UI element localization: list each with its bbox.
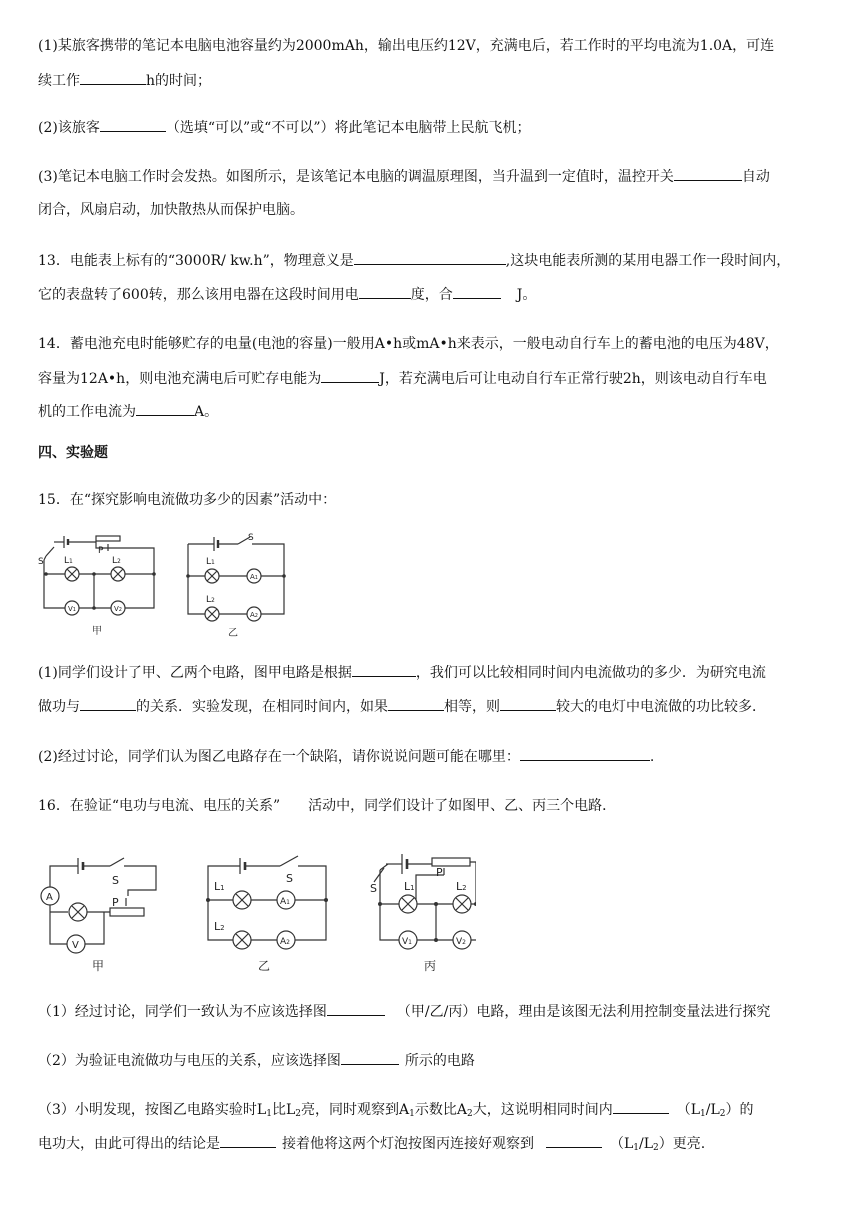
answer-blank[interactable] (136, 401, 194, 416)
q16-text-2b: 所示的电路 (404, 1053, 475, 1069)
q16-text-4e: ）更亮. (658, 1136, 706, 1152)
q13-line-1 (38, 250, 790, 271)
q13-text-1b: ,这块电能表所测的某用电器工作一段时间内， (505, 253, 791, 269)
subscript: 2 (295, 1109, 301, 1119)
q16-para-2 (38, 1050, 475, 1071)
q14-text-3a: 机的工作电流为 (38, 404, 136, 420)
q16-label-a1-yi: A1 (280, 897, 290, 907)
q12-text-4b: 自动 (741, 169, 770, 185)
q16-label-l2-yi: L2 (214, 920, 225, 933)
q16-label-p-jia: P (112, 896, 119, 909)
q15-para-2 (38, 696, 766, 717)
q16-para-1 (38, 1001, 770, 1022)
q16-label-p-bing: P (436, 866, 443, 879)
q16-label-l1-yi: L1 (214, 880, 225, 893)
q13-line-2 (38, 284, 536, 305)
q16-text-3a: （3）小明发现，按图乙电路实验时L (38, 1102, 267, 1118)
rheostat (96, 536, 120, 541)
q16-text-4a: 电功大，由此可得出的结论是 (38, 1136, 220, 1152)
subscript: 1 (409, 1109, 415, 1119)
q15-text-3a: (2)经过讨论，同学们认为图乙电路存在一个缺陷，请你说说问题可能在哪里： (38, 749, 520, 765)
wire (120, 548, 154, 574)
q16-text-3g: /L (705, 1102, 720, 1118)
q15-text-3b: . (649, 749, 655, 765)
q15-text-2d: 较大的电灯中电流做的功比较多． (556, 699, 766, 715)
q16-text-4d: /L (639, 1136, 654, 1152)
switch-s-jia (110, 858, 124, 866)
wire (124, 866, 156, 896)
switch-s-jia (46, 547, 54, 556)
q15-label-s-yi: S (248, 533, 254, 543)
wire (50, 866, 78, 888)
subscript: 1 (700, 1109, 706, 1119)
q15-label-p: P (98, 546, 104, 556)
wire (85, 912, 104, 944)
q16-caption-bing: 丙 (424, 959, 437, 973)
q15-text-2b: 的关系．实验发现，在相同时间内，如果 (136, 699, 388, 715)
wire (208, 866, 326, 940)
q15-para-3 (38, 746, 654, 767)
q15-label-a1: A1 (250, 573, 258, 581)
q12-line-3 (38, 117, 530, 138)
q14-line-3 (38, 401, 218, 422)
q16-label-a-jia: A (46, 892, 53, 903)
q16-circuit-svg (36, 844, 476, 978)
q16-para-4 (38, 1133, 705, 1158)
q12-text-3b: （选填“可以”或“不可以”）将此笔记本电脑带上民航飞机； (165, 120, 531, 136)
section-title: 四、实验题 (38, 445, 108, 461)
answer-blank[interactable] (500, 696, 556, 711)
q15-stem: 15．在“探究影响电流做功多少的因素”活动中： (38, 492, 337, 508)
q15-text-2c: 相等，则 (444, 699, 500, 715)
subscript: 1 (266, 1109, 272, 1119)
q16-para-3 (38, 1099, 753, 1124)
q16-label-l1-bing: L1 (404, 880, 415, 893)
answer-blank[interactable] (359, 284, 411, 299)
switch-s-bing (374, 868, 384, 882)
answer-blank[interactable] (321, 368, 379, 383)
subscript: 2 (466, 1109, 473, 1119)
q15-text-2a: 做功与 (38, 699, 80, 715)
q13-text-2a: 它的表盘转了600转，那么该用电器在这段时间用电 (38, 287, 359, 303)
answer-blank[interactable] (453, 284, 501, 299)
answer-blank[interactable] (388, 696, 444, 711)
wire (50, 905, 68, 944)
q16-text-1b: （甲/乙/丙）电路，理由是该图无法利用控制变量法进行探究 (396, 1004, 771, 1020)
q12-text-4a: (3)笔记本电脑工作时会发热。如图所示，是该笔记本电脑的调温原理图，当升温到一定值时，温控开关 (38, 169, 674, 185)
q15-label-v1: V1 (68, 605, 76, 613)
wire (68, 542, 120, 548)
q16-label-v2-bing: V2 (456, 937, 466, 947)
q15-label-l1-yi: L1 (206, 557, 215, 567)
q12-line-1 (38, 36, 774, 56)
q16-caption-jia: 甲 (92, 959, 105, 973)
wire (188, 544, 284, 614)
subscript: 2 (719, 1109, 726, 1119)
answer-blank[interactable] (520, 746, 650, 761)
q15-label-l1-jia: L1 (64, 556, 73, 566)
q12-text-2b: h的时间； (146, 73, 212, 89)
q15-circuit-svg (38, 530, 298, 642)
subscript: 2 (653, 1143, 659, 1153)
q16-text-1a: （1）经过讨论，同学们一致认为不应该选择图 (38, 1004, 327, 1020)
q12-line-2 (38, 70, 211, 91)
q15-label-l2-yi: L2 (206, 595, 215, 605)
answer-blank[interactable] (100, 117, 166, 132)
q16-label-s-yi: S (286, 872, 293, 885)
rheostat-jia (110, 908, 144, 916)
q14-text-2a: 容量为12A•h，则电池充满电后可贮存电能为 (38, 371, 322, 387)
answer-blank[interactable] (220, 1133, 276, 1148)
q15-para-1 (38, 662, 766, 683)
q15-circuit-figure (38, 530, 298, 642)
q16-text-3h: ）的 (725, 1102, 754, 1118)
answer-blank[interactable] (327, 1001, 385, 1016)
switch-s-yi (280, 856, 298, 866)
answer-blank[interactable] (352, 662, 416, 677)
subscript: 1 (633, 1143, 640, 1153)
wire (380, 864, 388, 870)
wire (44, 560, 154, 608)
q14-text-2b: J，若充满电后可让电动自行车正常行驶2h，则该电动自行车电 (379, 371, 767, 387)
rheostat-bing (432, 858, 470, 866)
q15-label-v2: V2 (114, 605, 122, 613)
q12-text-5: 闭合，风扇启动，加快散热从而保护电脑。 (38, 202, 304, 218)
q16-label-v-jia: V (72, 940, 79, 951)
q15-caption-jia: 甲 (92, 626, 102, 637)
q15-caption-yi: 乙 (228, 628, 238, 639)
q16-circuit-figure (36, 844, 476, 978)
answer-blank[interactable] (674, 166, 742, 181)
q16-text-3f: （L (676, 1102, 700, 1118)
q12-text-2a: 续工作 (38, 73, 80, 89)
q14-line-2 (38, 368, 767, 389)
wire (44, 556, 46, 560)
q12-line-4 (38, 166, 770, 187)
q15-label-a2: A2 (250, 611, 258, 619)
q16-label-a2-yi: A2 (280, 937, 290, 947)
q16-label-s-jia: S (112, 874, 119, 887)
q16-text-3b: 比L (271, 1102, 296, 1118)
answer-blank[interactable] (80, 696, 136, 711)
q15-text-1a: (1)同学们设计了甲、乙两个电路，图甲电路是根据 (38, 665, 352, 681)
q16-text-3d: 示数比A (414, 1102, 467, 1118)
q14-text-1: 14．蓄电池充电时能够贮存的电量(电池的容量)一般用A•h或mA•h来表示，一般电动自行车上的蓄电池的电压为48V， (38, 336, 779, 352)
q15-text-1b: ，我们可以比较相同时间内电流做功的多少．为研究电流 (415, 665, 766, 681)
q16-label-v1-bing: V1 (402, 937, 412, 947)
q16-label-s-bing: S (370, 882, 377, 895)
q13-text-2c: J。 (516, 287, 537, 303)
answer-blank[interactable] (613, 1099, 669, 1114)
q16-caption-yi: 乙 (258, 959, 271, 973)
answer-blank[interactable] (354, 250, 506, 265)
q15-label-s-jia: S (38, 557, 44, 567)
q16-label-l2-bing: L2 (456, 880, 467, 893)
q16-text-3c: 亮，同时观察到A (300, 1102, 410, 1118)
q13-text-2b: 度，合 (410, 287, 453, 303)
q12-text-1: (1)某旅客携带的笔记本电脑电池容量约为2000mAh，输出电压约12V，充满电后，若工作时的平均电流为1.0A，可连 (38, 38, 775, 54)
q16-text-2a: （2）为验证电流做功与电压的关系，应该选择图 (38, 1053, 341, 1069)
answer-blank[interactable] (546, 1133, 602, 1148)
answer-blank[interactable] (80, 70, 146, 85)
q16-text-4c: （L (610, 1136, 634, 1152)
q16-text-4b: 接着他将这两个灯泡按图丙连接好观察到 (282, 1136, 534, 1152)
wire (416, 875, 444, 904)
q13-text-1a: 13．电能表上标有的“3000R/ kw.h”，物理意义是 (38, 253, 354, 269)
q16-text-3e: 大，这说明相同时间内 (472, 1102, 613, 1118)
q16-stem: 16．在验证“电功与电流、电压的关系” 活动中，同学们设计了如图甲、乙、丙三个电路． (38, 798, 617, 814)
q15-label-l2-jia: L2 (112, 556, 121, 566)
q12-line-5 (38, 200, 304, 220)
q14-text-3b: A。 (194, 404, 219, 420)
answer-blank[interactable] (341, 1050, 399, 1065)
q14-line-1 (38, 334, 779, 354)
q12-text-3a: (2)该旅客 (38, 120, 100, 136)
wire (470, 862, 476, 904)
